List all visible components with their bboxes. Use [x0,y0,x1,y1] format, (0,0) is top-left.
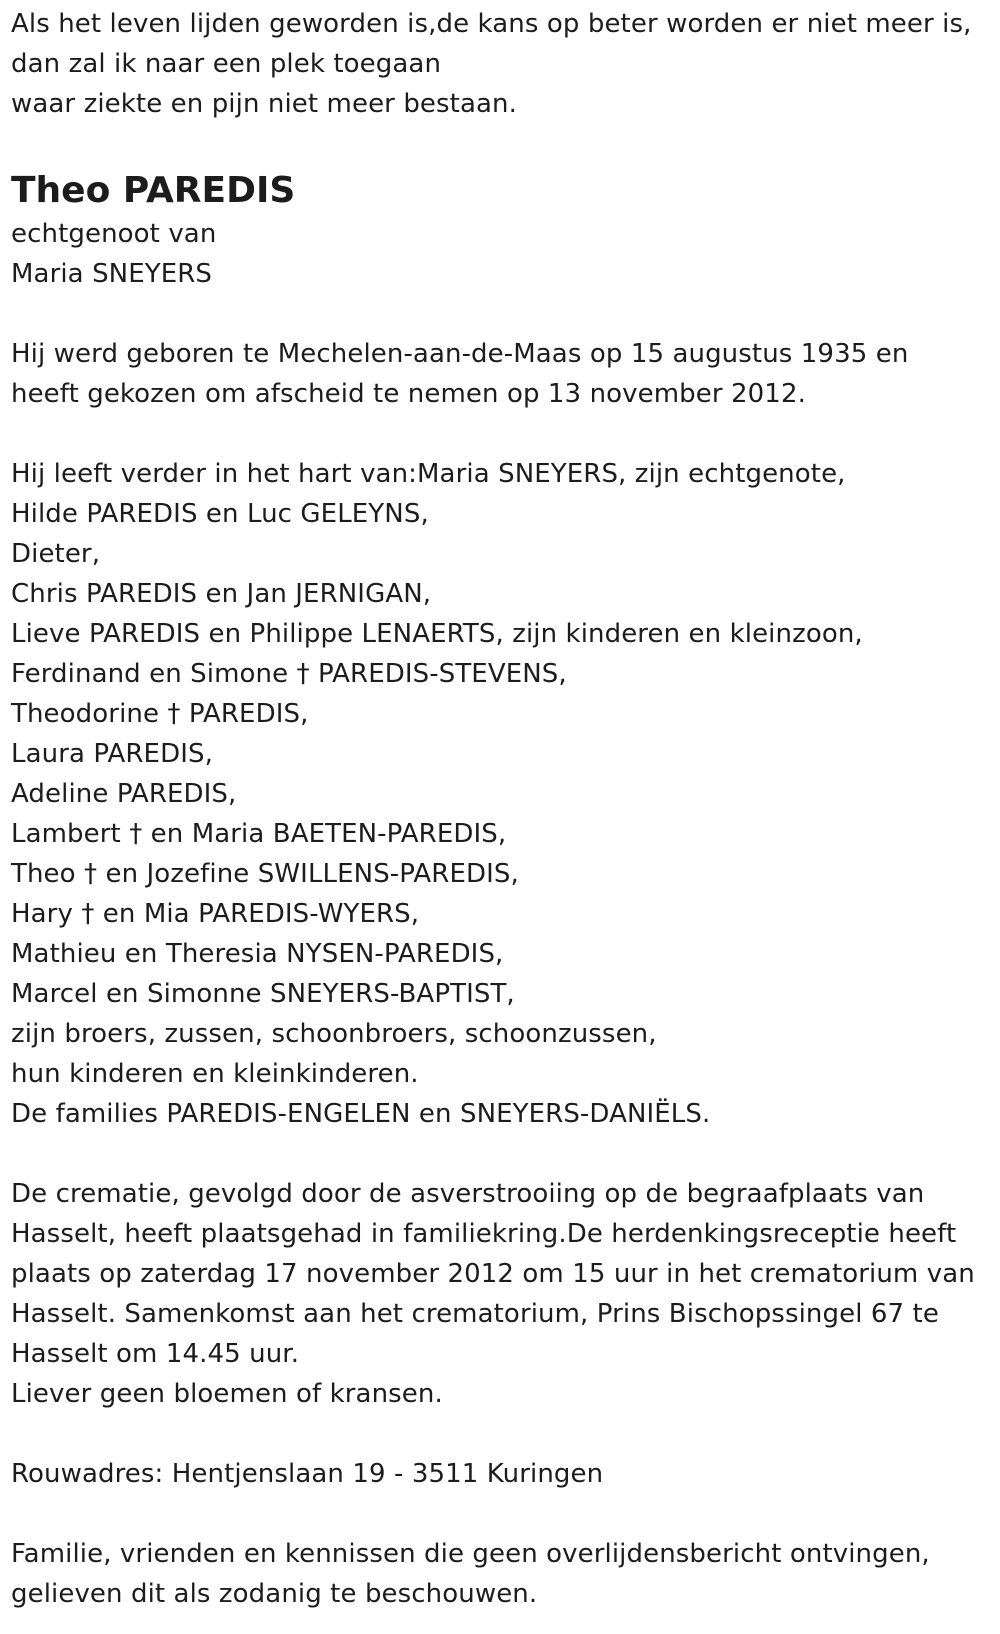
ceremony-line: Hasselt, heeft plaatsgehad in familiekring.De herdenkingsreceptie heeft [11,1219,957,1249]
birth-death-line: Hij werd geboren te Mechelen-aan-de-Maas op 15 augustus 1935 en [11,339,909,369]
family-line: Theo † en Jozefine SWILLENS-PAREDIS, [11,859,519,889]
family-line: De families PAREDIS-ENGELEN en SNEYERS-DANIËLS. [11,1099,711,1129]
ceremony-line: Liever geen bloemen of kransen. [11,1379,443,1409]
family-line: Ferdinand en Simone † PAREDIS-STEVENS, [11,659,567,689]
deceased-name: Theo PAREDIS [11,170,296,211]
ceremony-line: Hasselt. Samenkomst aan het crematorium, Prins Bischopssingel 67 te [11,1299,939,1329]
family-line: Hary † en Mia PAREDIS-WYERS, [11,899,420,929]
closing-line: gelieven dit als zodanig te beschouwen. [11,1579,538,1609]
closing-block [11,1534,1000,1614]
family-line: Marcel en Simonne SNEYERS-BAPTIST, [11,979,515,1009]
family-line: hun kinderen en kleinkinderen. [11,1059,419,1089]
family-line: Dieter, [11,539,101,569]
family-block [11,454,1000,1134]
family-line: Chris PAREDIS en Jan JERNIGAN, [11,579,432,609]
mourning-address: Rouwadres: Hentjenslaan 19 - 3511 Kuringen [11,1459,604,1489]
spouse-name-line: Maria SNEYERS [11,259,213,289]
ceremony-line: De crematie, gevolgd door de asverstrooiing op de begraafplaats van [11,1179,925,1209]
family-line: zijn broers, zussen, schoonbroers, schoonzussen, [11,1019,657,1049]
family-line: Lambert † en Maria BAETEN-PAREDIS, [11,819,507,849]
spouse-intro-line: echtgenoot van [11,219,217,249]
poem-line: dan zal ik naar een plek toegaan [11,49,442,79]
poem-line: Als het leven lijden geworden is,de kans op beter worden er niet meer is, [11,9,972,39]
family-line: Mathieu en Theresia NYSEN-PAREDIS, [11,939,504,969]
family-line: Hilde PAREDIS en Luc GELEYNS, [11,499,429,529]
obituary-page [0,4,1000,1634]
poem-block [11,4,1000,124]
birth-death-block [11,334,1000,414]
ceremony-line: Hasselt om 14.45 uur. [11,1339,300,1369]
family-line: Hij leeft verder in het hart van:Maria SNEYERS, zijn echtgenote, [11,459,846,489]
family-line: Laura PAREDIS, [11,739,213,769]
birth-death-line: heeft gekozen om afscheid te nemen op 13 november 2012. [11,379,806,409]
spouse-block [11,214,1000,294]
closing-line: Familie, vrienden en kennissen die geen overlijdensbericht ontvingen, [11,1539,930,1569]
family-line: Theodorine † PAREDIS, [11,699,309,729]
family-line: Adeline PAREDIS, [11,779,237,809]
poem-line: waar ziekte en pijn niet meer bestaan. [11,89,517,119]
ceremony-line: plaats op zaterdag 17 november 2012 om 15 uur in het crematorium van [11,1259,975,1289]
ceremony-block [11,1174,1000,1414]
family-line: Lieve PAREDIS en Philippe LENAERTS, zijn kinderen en kleinzoon, [11,619,863,649]
